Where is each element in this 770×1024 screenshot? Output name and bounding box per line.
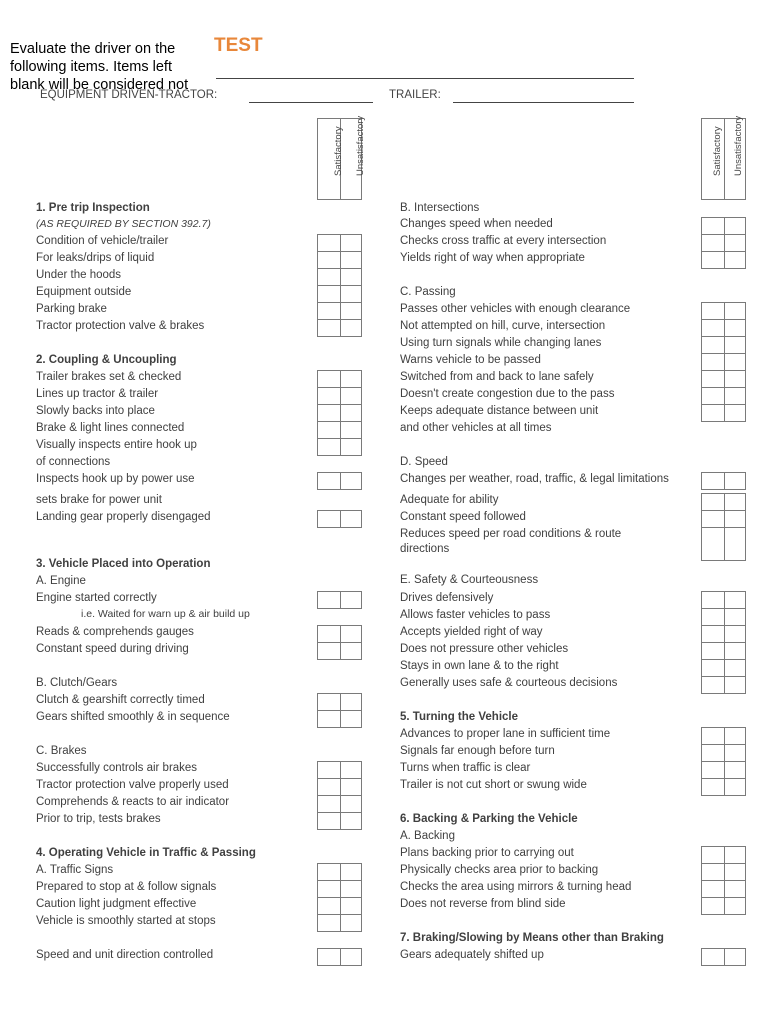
checklist-item-label: Under the hoods [36, 269, 122, 281]
checklist-item-label: Does not pressure other vehicles [400, 643, 569, 655]
section-heading: 7. Braking/Slowing by Means other than Braking [400, 932, 664, 944]
name-underline[interactable] [216, 78, 634, 79]
checklist-item-label: Advances to proper lane in sufficient time [400, 728, 611, 740]
section-heading: 1. Pre trip Inspection [36, 202, 150, 214]
section-heading: 2. Coupling & Uncoupling [36, 354, 177, 366]
equipment-label: EQUIPMENT DRIVEN-TRACTOR: [40, 89, 218, 101]
checklist-item-label: A. Traffic Signs [36, 864, 114, 876]
checklist-item-label: Lines up tractor & trailer [36, 388, 159, 400]
checklist-item-label: Slowly backs into place [36, 405, 155, 417]
rating-checkbox-pair[interactable] [701, 846, 746, 864]
section-heading: 6. Backing & Parking the Vehicle [400, 813, 578, 825]
rating-checkbox-pair[interactable] [701, 319, 746, 337]
checklist-item-label: Constant speed during driving [36, 643, 189, 655]
checklist-item-label: (AS REQUIRED BY SECTION 392.7) [36, 218, 211, 230]
checklist-item-label: Clutch & gearshift correctly timed [36, 694, 205, 706]
rating-checkbox-pair[interactable] [701, 659, 746, 677]
checklist-item-label: B. Intersections [400, 202, 480, 214]
checklist-item-label: Tractor protection valve & brakes [36, 320, 205, 332]
checklist-item-label: Accepts yielded right of way [400, 626, 543, 638]
checklist-item-label: Caution light judgment effective [36, 898, 197, 910]
rating-checkbox-pair[interactable] [701, 727, 746, 745]
checklist-item-label: Prepared to stop at & follow signals [36, 881, 217, 893]
checklist-item-label: Checks cross traffic at every intersection [400, 235, 607, 247]
rating-checkbox-pair[interactable] [317, 812, 362, 830]
checklist-item-label: Stays in own lane & to the right [400, 660, 559, 672]
checklist-item-label: Reduces speed per road conditions & route directions [400, 528, 622, 555]
checklist-item-label: C. Brakes [36, 745, 87, 757]
rating-checkbox-pair[interactable] [317, 761, 362, 779]
checklist-item-label: Not attempted on hill, curve, intersection [400, 320, 606, 332]
checklist-item-label: Doesn't create congestion due to the pass [400, 388, 615, 400]
trailer-field[interactable] [453, 102, 634, 103]
form-title: TEST [214, 35, 263, 56]
rating-checkbox-pair[interactable] [701, 880, 746, 898]
rating-checkbox-pair[interactable] [701, 778, 746, 796]
rating-checkbox-pair[interactable] [317, 710, 362, 728]
checklist-item-label: Does not reverse from blind side [400, 898, 566, 910]
rating-checkbox-pair[interactable] [701, 527, 746, 561]
checklist-item-label: Prior to trip, tests brakes [36, 813, 161, 825]
checklist-item-label: Inspects hook up by power use [36, 473, 195, 485]
checklist-item-label: Speed and unit direction controlled [36, 949, 214, 961]
rating-checkbox-pair[interactable] [317, 693, 362, 711]
rating-checkbox-pair[interactable] [701, 591, 746, 609]
rating-checkbox-pair[interactable] [701, 948, 746, 966]
checklist-item-label: Generally uses safe & courteous decisions [400, 677, 618, 689]
rating-checkbox-pair[interactable] [317, 880, 362, 898]
checklist-item-label: B. Clutch/Gears [36, 677, 118, 689]
checklist-item-label: Tractor protection valve properly used [36, 779, 229, 791]
rating-checkbox-pair[interactable] [317, 472, 362, 490]
checklist-item-label: A. Backing [400, 830, 455, 842]
rating-checkbox-pair[interactable] [701, 608, 746, 626]
checklist-item-label: E. Safety & Courteousness [400, 574, 539, 586]
rating-checkbox-pair[interactable] [317, 795, 362, 813]
checklist-item-label: Plans backing prior to carrying out [400, 847, 574, 859]
rating-checkbox-pair[interactable] [317, 387, 362, 405]
checklist-item-label: Switched from and back to lane safely [400, 371, 594, 383]
section-heading: 3. Vehicle Placed into Operation [36, 558, 211, 570]
trailer-label: TRAILER: [389, 89, 441, 101]
rating-checkbox-pair[interactable] [317, 404, 362, 422]
checklist-item-label: i.e. Waited for warn up & air build up [81, 608, 250, 620]
checklist-item-label: Warns vehicle to be passed [400, 354, 541, 366]
rating-checkbox-pair[interactable] [701, 251, 746, 269]
checklist-item-label: C. Passing [400, 286, 456, 298]
checklist-item-label: Engine started correctly [36, 592, 157, 604]
rating-checkbox-pair[interactable] [701, 625, 746, 643]
rating-checkbox-pair[interactable] [701, 744, 746, 762]
rating-checkbox-pair[interactable] [701, 234, 746, 252]
checklist-item-label: Parking brake [36, 303, 107, 315]
instructions-text: Evaluate the driver on the following items. Items left blank will be considered not [10, 41, 189, 93]
checklist-item-label: Physically checks area prior to backing [400, 864, 599, 876]
rating-checkbox-pair[interactable] [701, 302, 746, 320]
rating-checkbox-pair[interactable] [317, 948, 362, 966]
rating-checkbox-pair[interactable] [701, 863, 746, 881]
rating-checkbox-pair[interactable] [317, 285, 362, 303]
left-unsatisfactory-header: Unsatisfactory [355, 115, 366, 176]
checklist-item-label: Gears adequately shifted up [400, 949, 544, 961]
right-unsatisfactory-header: Unsatisfactory [733, 115, 744, 176]
right-satisfactory-header: Satisfactory [712, 126, 723, 176]
rating-checkbox-pair[interactable] [701, 642, 746, 660]
checklist-item-label: sets brake for power unit [36, 494, 162, 506]
rating-checkbox-pair[interactable] [701, 404, 746, 422]
checklist-item-label: Vehicle is smoothly started at stops [36, 915, 216, 927]
section-heading: 5. Turning the Vehicle [400, 711, 519, 723]
checklist-item-label: D. Speed [400, 456, 448, 468]
checklist-item-label: and other vehicles at all times [400, 422, 552, 434]
rating-checkbox-pair[interactable] [317, 421, 362, 439]
checklist-item-label: Visually inspects entire hook up [36, 439, 197, 451]
checklist-item-label: Successfully controls air brakes [36, 762, 198, 774]
checklist-item-label: Gears shifted smoothly & in sequence [36, 711, 230, 723]
section-heading: 4. Operating Vehicle in Traffic & Passing [36, 847, 256, 859]
checklist-item-label: Yields right of way when appropriate [400, 252, 585, 264]
checklist-item-label: Allows faster vehicles to pass [400, 609, 551, 621]
checklist-item-label: Using turn signals while changing lanes [400, 337, 602, 349]
checklist-item-label: of connections [36, 456, 111, 468]
checklist-item-label: Changes per weather, road, traffic, & legal limitations [400, 473, 669, 485]
equipment-field[interactable] [249, 102, 373, 103]
rating-checkbox-pair[interactable] [317, 438, 362, 456]
checklist-item-label: Changes speed when needed [400, 218, 553, 230]
rating-checkbox-pair[interactable] [317, 370, 362, 388]
rating-checkbox-pair[interactable] [317, 778, 362, 796]
rating-checkbox-pair[interactable] [701, 897, 746, 915]
checklist-item-label: For leaks/drips of liquid [36, 252, 155, 264]
rating-checkbox-pair[interactable] [701, 510, 746, 528]
checklist-item-label: Reads & comprehends gauges [36, 626, 194, 638]
checklist-item-label: Passes other vehicles with enough clearance [400, 303, 631, 315]
rating-checkbox-pair[interactable] [317, 914, 362, 932]
rating-checkbox-pair[interactable] [317, 510, 362, 528]
rating-checkbox-pair[interactable] [317, 591, 362, 609]
checklist-item-label: Drives defensively [400, 592, 494, 604]
checklist-item-label: Comprehends & reacts to air indicator [36, 796, 230, 808]
rating-checkbox-pair[interactable] [701, 353, 746, 371]
checklist-item-label: Trailer is not cut short or swung wide [400, 779, 587, 791]
checklist-item-label: Equipment outside [36, 286, 132, 298]
rating-checkbox-pair[interactable] [317, 319, 362, 337]
checklist-item-label: Condition of vehicle/trailer [36, 235, 169, 247]
left-satisfactory-header: Satisfactory [333, 126, 344, 176]
rating-checkbox-pair[interactable] [701, 761, 746, 779]
checklist-item-label: Brake & light lines connected [36, 422, 185, 434]
checklist-item-label: Adequate for ability [400, 494, 499, 506]
rating-checkbox-pair[interactable] [317, 251, 362, 269]
rating-checkbox-pair[interactable] [701, 387, 746, 405]
rating-checkbox-pair[interactable] [317, 642, 362, 660]
checklist-item-label: Trailer brakes set & checked [36, 371, 182, 383]
rating-checkbox-pair[interactable] [701, 493, 746, 511]
rating-checkbox-pair[interactable] [701, 336, 746, 354]
rating-checkbox-pair[interactable] [701, 472, 746, 490]
checklist-item-label: Landing gear properly disengaged [36, 511, 211, 523]
checklist-item-label: Keeps adequate distance between unit [400, 405, 599, 417]
rating-checkbox-pair[interactable] [701, 217, 746, 235]
checklist-item-label: Constant speed followed [400, 511, 526, 523]
checklist-item-label: Signals far enough before turn [400, 745, 555, 757]
checklist-item-label: Turns when traffic is clear [400, 762, 531, 774]
rating-checkbox-pair[interactable] [317, 302, 362, 320]
rating-checkbox-pair[interactable] [317, 268, 362, 286]
rating-checkbox-pair[interactable] [317, 234, 362, 252]
checklist-item-label: A. Engine [36, 575, 86, 587]
rating-checkbox-pair[interactable] [701, 676, 746, 694]
rating-checkbox-pair[interactable] [317, 897, 362, 915]
checklist-item-label: Checks the area using mirrors & turning head [400, 881, 632, 893]
rating-checkbox-pair[interactable] [317, 863, 362, 881]
rating-checkbox-pair[interactable] [701, 370, 746, 388]
rating-checkbox-pair[interactable] [317, 625, 362, 643]
